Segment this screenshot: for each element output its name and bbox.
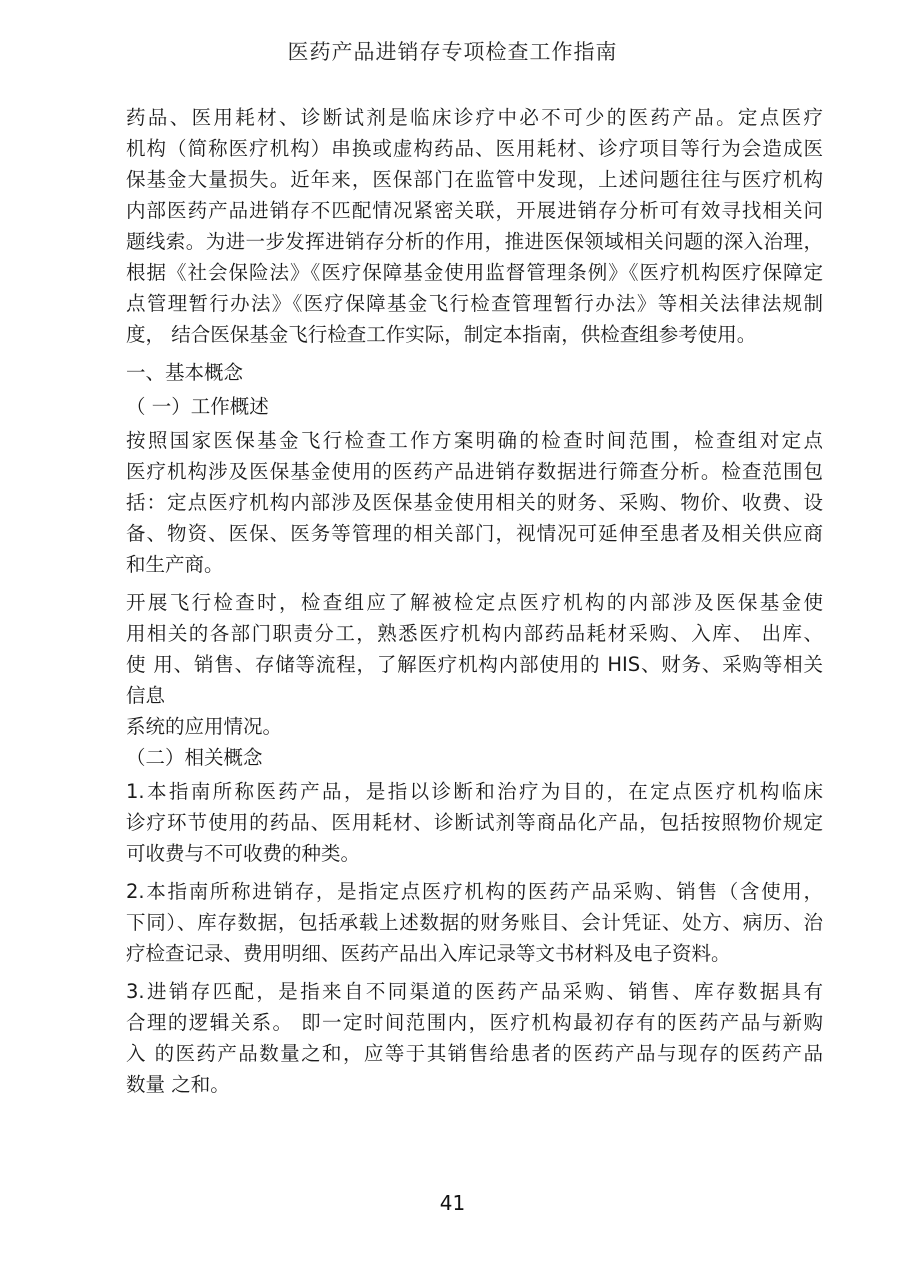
text-line: 合理的逻辑关系。 即一定时间范围内，医疗机构最初存有的医药产品与新购 xyxy=(126,1011,823,1034)
text-line: 诊疗环节使用的药品、医用耗材、诊断试剂等商品化产品，包括按照物价规定 xyxy=(126,811,823,834)
text-line: 和生产商。 xyxy=(126,553,224,576)
text-line: 系统的应用情况。 xyxy=(126,715,283,738)
text-line: 2.本指南所称进销存，是指定点医疗机构的医药产品采购、销售（含使用， xyxy=(126,880,823,903)
concept-paragraph-2 xyxy=(87,876,823,969)
document-body xyxy=(87,102,823,1107)
inspection-paragraph xyxy=(87,587,823,742)
text-line: 机构（简称医疗机构）串换或虚构药品、医用耗材、诊疗项目等行为会造成医 xyxy=(126,137,823,160)
text-line: 用相关的各部门职责分工，熟悉医疗机构内部药品耗材采购、入库、 出库、 xyxy=(126,622,823,645)
intro-paragraph xyxy=(87,102,823,350)
text-line: 信息 xyxy=(126,684,166,707)
text-line: 下同）、库存数据，包括承载上述数据的财务账目、会计凭证、处方、病历、治 xyxy=(126,911,823,934)
text-line: 题线索。为进一步发挥进销存分析的作用，推进医保领域相关问题的深入治理， xyxy=(126,230,823,253)
text-line: 开展飞行检查时，检查组应了解被检定点医疗机构的内部涉及医保基金使 xyxy=(126,591,823,614)
text-line: 保基金大量损失。近年来，医保部门在监管中发现，上述问题往往与医疗机构 xyxy=(126,168,823,191)
text-line: 内部医药产品进销存不匹配情况紧密关联，开展进销存分析可有效寻找相关问 xyxy=(126,199,823,222)
work-overview-paragraph xyxy=(87,425,823,580)
concept-paragraph-1 xyxy=(87,776,823,869)
concept-paragraph-3 xyxy=(87,976,823,1100)
page-number: 41 xyxy=(439,1191,466,1215)
text-line: 使 用、销售、存储等流程，了解医疗机构内部使用的 HIS、财务、采购等相关 xyxy=(126,653,823,676)
text-line: 点管理暂行办法》《医疗保障基金飞行检查管理暂行办法》等相关法律法规制 xyxy=(126,292,823,315)
running-header: 医药产品进销存专项检查工作指南 xyxy=(287,40,618,64)
text-line: 3.进销存匹配，是指来自不同渠道的医药产品采购、销售、库存数据具有 xyxy=(126,980,823,1003)
text-line: 度， 结合医保基金飞行检查工作实际，制定本指南，供检查组参考使用。 xyxy=(126,323,757,346)
text-line: 备、物资、医保、医务等管理的相关部门，视情况可延伸至患者及相关供应商 xyxy=(126,522,823,545)
text-line: 可收费与不可收费的种类。 xyxy=(126,842,361,865)
text-line: 按照国家医保基金飞行检查工作方案明确的检查时间范围，检查组对定点 xyxy=(126,429,823,452)
text-line: 1.本指南所称医药产品，是指以诊断和治疗为目的，在定点医疗机构临床 xyxy=(126,780,823,803)
text-line: 入 的医药产品数量之和，应等于其销售给患者的医药产品与现存的医药产品 xyxy=(126,1042,823,1065)
text-line: 数量 之和。 xyxy=(126,1073,230,1096)
section-heading: 一、基本概念 xyxy=(126,361,244,384)
text-line: 医疗机构涉及医保基金使用的医药产品进销存数据进行筛查分析。检查范围包 xyxy=(126,460,823,483)
text-line: 根据《社会保险法》《医疗保障基金使用监督管理条例》《医疗机构医疗保障定 xyxy=(126,261,823,284)
text-line: 括：定点医疗机构内部涉及医保基金使用相关的财务、采购、物价、收费、设 xyxy=(126,491,823,514)
subsection-heading: （二）相关概念 xyxy=(126,746,263,769)
subsection-heading: （ 一）工作概述 xyxy=(126,395,269,418)
text-line: 疗检查记录、费用明细、医药产品出入库记录等文书材料及电子资料。 xyxy=(126,942,731,965)
text-line: 药品、医用耗材、诊断试剂是临床诊疗中必不可少的医药产品。定点医疗 xyxy=(126,106,823,129)
